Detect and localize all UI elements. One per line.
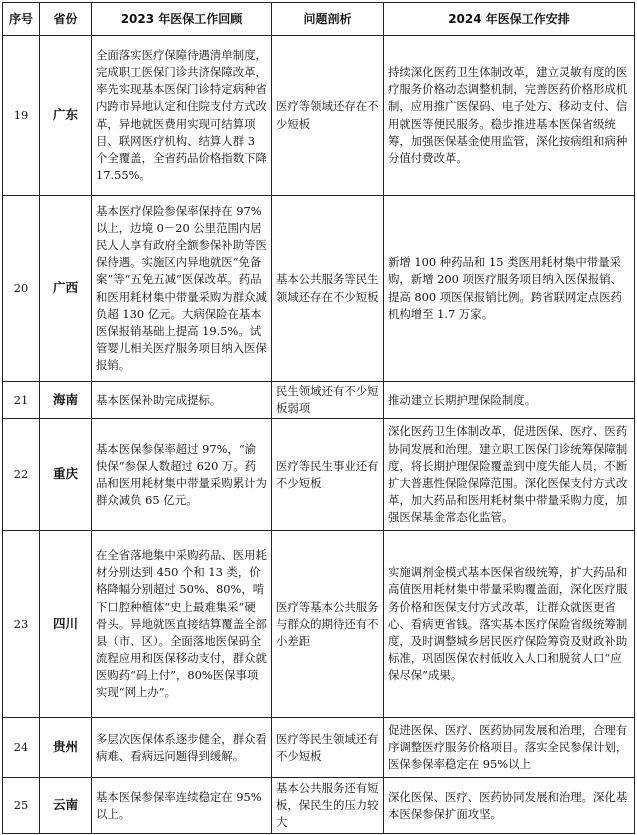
- row-review: 基本医保参保率超过 97%，“渝快保”参保人数超过 620 万。药品和医用耗材集中带量采购累计为群众减负 65 亿元。: [92, 419, 272, 531]
- row-problem: 民生领域还有不少短板弱项: [272, 382, 384, 419]
- row-province: 四川: [40, 531, 92, 718]
- table-row: [3, 419, 635, 531]
- table-row: [3, 778, 635, 834]
- row-review: 基本医疗保险参保率保持在 97%以上，边境 0－20 公里范围内居民人人享有政府全额参保补助等医保待遇。实施区内异地就医“免备案”等“五免五减”医保改革。药品和医用耗材集中带量采购为群众减负超 130 亿元。大病保险在基本医保报销基础上提高 19.5%。试管婴儿相关医疗服务项目纳入医保报销。: [92, 196, 272, 382]
- table-row: [3, 718, 635, 778]
- row-plan: 实施调剂金模式基本医保省级统筹，扩大药品和高值医用耗材集中带量采购覆盖面，深化医疗服务价格和医保支付方式改革，让群众就医更省心、看病更省钱。落实基本医疗保险省级统筹制度，及时调整城乡居民医疗保险筹资及财政补助标准，巩固医保农村低收入人口和脱贫人口“应保尽保”成果。: [384, 531, 635, 718]
- table-row: [3, 531, 635, 718]
- row-plan: 推动建立长期护理保险制度。: [384, 382, 635, 419]
- table-row: [3, 36, 635, 196]
- row-review: 全面落实医疗保障待遇清单制度，完成职工医保门诊共济保障改革，率先实现基本医保门诊特定病种省内跨市异地认定和住院支付方式改革，异地就医费用实现可结算项目、联网医疗机构、结算人群 3 个全覆盖，全省药品价格指数下降 17.55%。: [92, 36, 272, 196]
- row-review: 多层次医保体系逐步健全，群众看病难、看病远问题得到缓解。: [92, 718, 272, 778]
- row-problem: 医疗等领域还存在不少短板: [272, 36, 384, 196]
- row-plan: 新增 100 种药品和 15 类医用耗材集中带量采购，新增 200 项医疗服务项目纳入医保报销、提高 800 项医保报销比例。跨省联网定点医药机构增至 1.7 万家。: [384, 196, 635, 382]
- row-seq: 23: [3, 531, 40, 718]
- row-province: 广西: [40, 196, 92, 382]
- row-plan: 深化医药卫生体制改革，促进医保、医疗、医药协同发展和治理。建立职工医保门诊统筹保障制度，将长期护理保险覆盖到中度失能人员，不断扩大普惠性保险保障范围。深化医保支付方式改革，加大药品和医用耗材集中带量采购力度，加强医保基金常态化监管。: [384, 419, 635, 531]
- header-review: 2023 年医保工作回顾: [92, 3, 272, 36]
- row-province: 海南: [40, 382, 92, 419]
- row-review: 基本医保参保率连续稳定在 95%以上。: [92, 778, 272, 834]
- row-seq: 20: [3, 196, 40, 382]
- row-seq: 21: [3, 382, 40, 419]
- row-plan: 促进医保、医疗、医药协同发展和治理，合理有序调整医疗服务价格项目。落实全民参保计划，医保参保率稳定在 95%以上: [384, 718, 635, 778]
- row-review: 在全省落地集中采购药品、医用耗材分别达到 450 个和 13 类，价格降幅分别超过 50%、80%，啃下口腔种植体“史上最难集采”硬骨头。异地就医直接结算覆盖全部县（市、区）。全面落地医保码全流程应用和医保移动支付，群众就医购药“码上付”，80%医保事项实现“网上办”。: [92, 531, 272, 718]
- header-province: 省份: [40, 3, 92, 36]
- header-problem: 问题剖析: [272, 3, 384, 36]
- header-seq: 序号: [3, 3, 40, 36]
- province-medical-insurance-table: [2, 2, 635, 834]
- table-row: [3, 196, 635, 382]
- row-seq: 24: [3, 718, 40, 778]
- header-plan: 2024 年医保工作安排: [384, 3, 635, 36]
- row-problem: 医疗等民生领域还有不少短板: [272, 718, 384, 778]
- table-row: [3, 382, 635, 419]
- row-seq: 19: [3, 36, 40, 196]
- row-problem: 医疗等基本公共服务与群众的期待还有不小差距: [272, 531, 384, 718]
- row-plan: 持续深化医药卫生体制改革，建立灵敏有度的医疗服务价格动态调整机制，完善医药价格形成机制，应用推广医保码、电子处方、移动支付、信用就医等便民服务。稳步推进基本医保省级统筹，加强医保基金使用监管，深化按病组和病种分值付费改革。: [384, 36, 635, 196]
- row-plan: 深化医保、医疗、医药协同发展和治理。深化基本医保参保扩面攻坚。: [384, 778, 635, 834]
- row-problem: 基本公共服务还有短板，保民生的压力较大: [272, 778, 384, 834]
- row-seq: 25: [3, 778, 40, 834]
- row-province: 重庆: [40, 419, 92, 531]
- row-problem: 基本公共服务等民生领域还存在不少短板: [272, 196, 384, 382]
- row-province: 广东: [40, 36, 92, 196]
- row-province: 云南: [40, 778, 92, 834]
- row-seq: 22: [3, 419, 40, 531]
- row-problem: 医疗等民生事业还有不少短板: [272, 419, 384, 531]
- table-header-row: [3, 3, 635, 36]
- row-province: 贵州: [40, 718, 92, 778]
- row-review: 基本医保补助完成提标。: [92, 382, 272, 419]
